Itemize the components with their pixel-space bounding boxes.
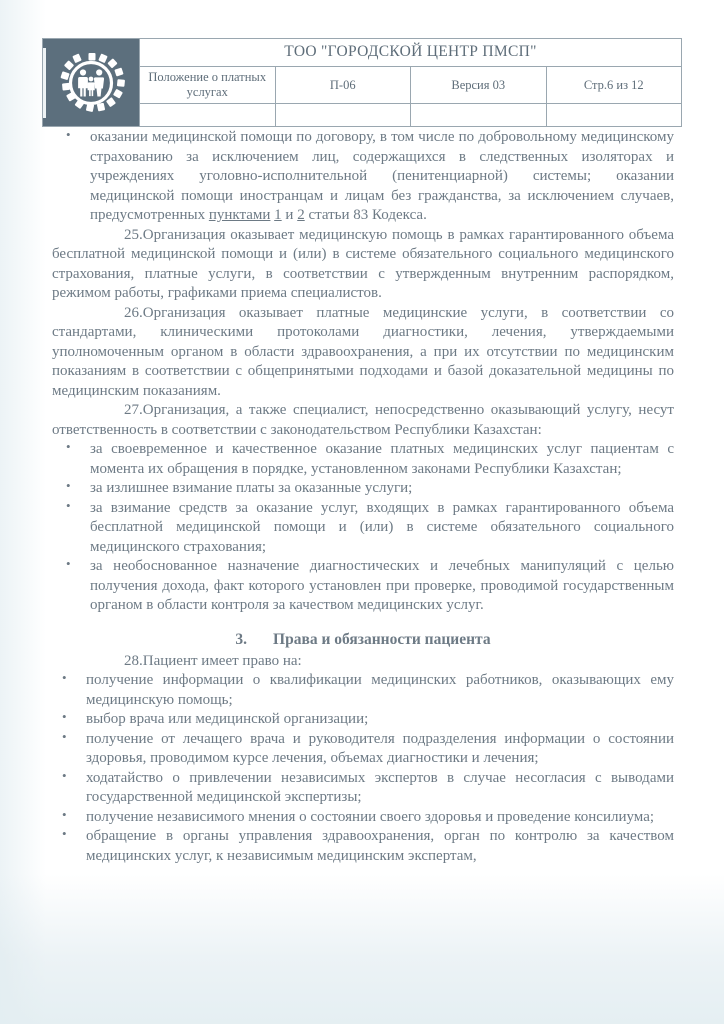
- document-title-cell: Положение о платных услугах: [140, 67, 276, 104]
- list-item: • получение независимого мнения о состоянии своего здоровья и проведение консилиума;: [52, 808, 674, 828]
- document-body: [52, 128, 674, 866]
- reference-item-2: 2: [297, 207, 305, 223]
- list-item: • за излишнее взимание платы за оказанные услуги;: [52, 479, 674, 499]
- list-item: • получение от лечащего врача и руководителя подразделения информации о состоянии здоровья, проводимом курсе лечения, объемах диагностики и лечения;: [52, 730, 674, 769]
- paragraph-26-text: Организация оказывает платные медицинские услуги, в соответствии со стандартами, клиническими протоколами диагностики, лечения, утверждаемыми уполномоченным органом в области здравоохранения, а при их отсутствии по медицинским показаниям в соответствии с общепринятыми подходами и базой доказательной медицины по медицинским показаниям.: [52, 304, 674, 399]
- reference-punktami: пунктами: [208, 207, 271, 223]
- paragraph-25-number: 25.: [124, 226, 143, 243]
- list-item: [52, 128, 674, 226]
- list-item: • обращение в органы управления здравоохранения, орган по контролю за качеством медицинских услуг, к независимым медицинским экспертам,: [52, 827, 674, 866]
- list-item: • получение информации о квалификации медицинских работников, оказывающих ему медицинскую помощь;: [52, 671, 674, 710]
- list-item: • ходатайство о привлечении независимых экспертов в случае несогласия с выводами государственной медицинской экспертизы;: [52, 769, 674, 808]
- blank-cell-code: [275, 104, 411, 127]
- paragraph-25-text: Организация оказывает медицинскую помощь в рамках гарантированного объема бесплатной медицинской помощи и (или) в системе обязательного социального медицинского страхования, платные услуги, в соответствии с утвержденным внутренним распорядком, режимом работы, графиками приема специалистов.: [52, 226, 674, 301]
- document-page-number-cell: Стр.6 из 12: [546, 67, 682, 104]
- document-header-table: [42, 38, 682, 127]
- bullet-text-part1: оказании медицинской помощи по договору, в том числе по добровольному медицинскому страхованию за исключением лиц, содержащихся в следственных изоляторах и учреждениях уголовно-исполнительной (пенитенциарной) системы; оказании медицинской помощи иностранцам и лицам без гражданства, за исключением случаев, предусмотренных: [90, 129, 674, 223]
- document-version-cell: Версия 03: [411, 67, 547, 104]
- bullet-text-part2: статьи 83 Кодекса.: [304, 207, 427, 223]
- paragraph-28: [52, 652, 674, 672]
- section-number: 3.: [235, 630, 248, 648]
- bullet-list-contract: [52, 128, 674, 226]
- header-row-title: [43, 39, 682, 67]
- family-health-center-logo-icon: [43, 48, 139, 118]
- paragraph-26-number: 26.: [124, 304, 143, 321]
- blank-cell-title: [140, 104, 276, 127]
- paragraph-27-number: 27.: [124, 402, 143, 418]
- list-item: • за взимание средств за оказание услуг, входящих в рамках гарантированного объема бесплатной медицинской помощи и (или) в системе обязательного социального медицинского страхования;: [52, 499, 674, 558]
- reference-item-1: 1: [274, 207, 282, 223]
- organization-logo-cell: [43, 39, 140, 127]
- section-title: Права и обязанности пациента: [273, 630, 491, 648]
- bullet-text-between: и: [281, 207, 298, 223]
- scan-tint-bottom: [0, 874, 724, 1024]
- paragraph-27-text: Организация, а также специалист, непосредственно оказывающий услугу, несут ответственность в соответствии с законодательством Республики Казахстан:: [52, 402, 674, 438]
- blank-cell-page: [546, 104, 682, 127]
- paragraph-28-text: Пациент имеет право на:: [142, 652, 302, 669]
- paragraph-27: [52, 401, 674, 440]
- list-item: • за своевременное и качественное оказание платных медицинских услуг пациентам с момента их обращения в порядке, установленном законами Республики Казахстан;: [52, 440, 674, 479]
- paragraph-26: [52, 304, 674, 402]
- paragraph-28-number: 28.: [124, 652, 143, 669]
- paragraph-25: [52, 226, 674, 304]
- bullet-list-responsibilities: [52, 440, 674, 616]
- blank-cell-version: [411, 104, 547, 127]
- bullet-list-patient-rights: [52, 671, 674, 866]
- section-heading-3: [52, 630, 674, 650]
- organization-title: ТОО "ГОРОДСКОЙ ЦЕНТР ПМСП": [140, 39, 682, 67]
- scan-tint-left: [0, 0, 46, 1024]
- list-item: • за необоснованное назначение диагностических и лечебных манипуляций с целью получения дохода, факт которого установлен при проверке, проводимой государственным органом в области контроля за качеством медицинских услуг.: [52, 557, 674, 616]
- document-code-cell: П-06: [275, 67, 411, 104]
- list-item: • выбор врача или медицинской организации;: [52, 710, 674, 730]
